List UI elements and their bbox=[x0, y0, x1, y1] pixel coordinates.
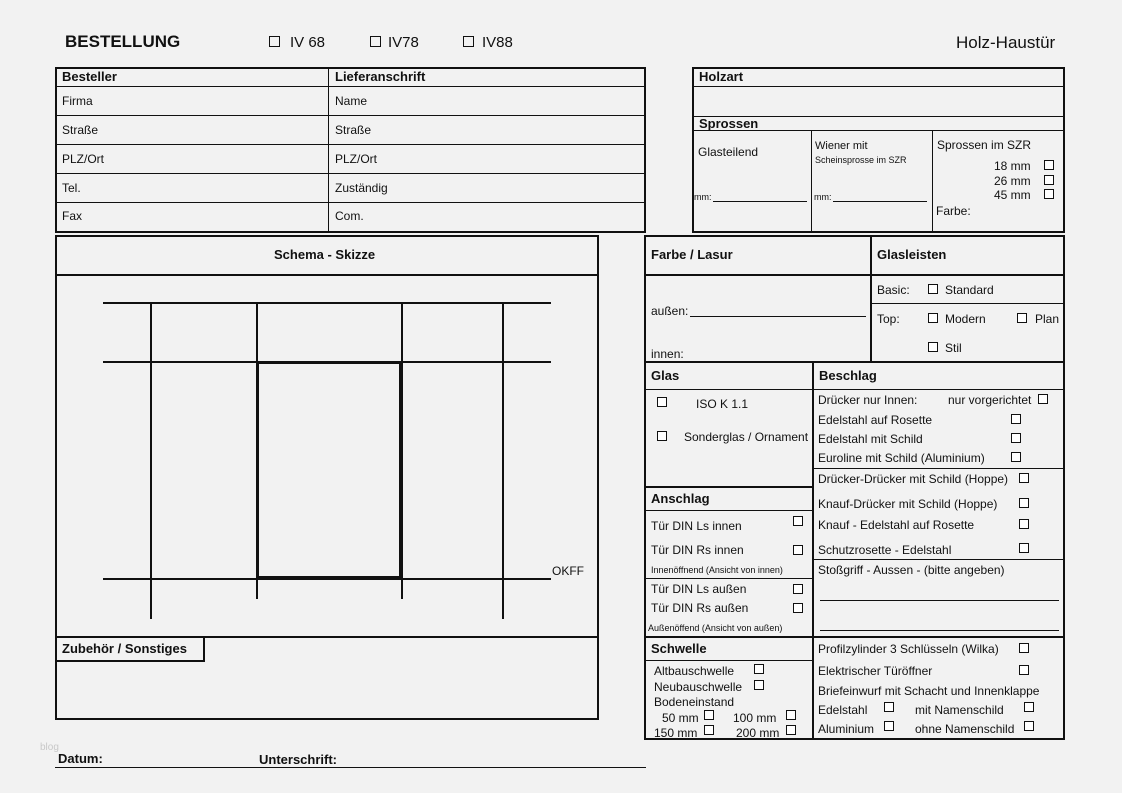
stossgriff-label: Stoßgriff - Aussen - (bitte angeben) bbox=[818, 563, 1005, 577]
liefer-strasse-field[interactable]: Straße bbox=[335, 123, 372, 137]
datum-label: Datum: bbox=[58, 751, 103, 766]
bodeneinstand-label: Bodeneinstand bbox=[654, 695, 735, 709]
profilzylinder-label: Profilzylinder 3 Schlüsseln (Wilka) bbox=[818, 642, 999, 656]
din-ls-aussen-checkbox[interactable] bbox=[793, 584, 803, 594]
option-iv88-label: IV88 bbox=[482, 34, 513, 51]
din-ls-aussen-label: Tür DIN Ls außen bbox=[651, 582, 747, 596]
plan-label: Plan bbox=[1035, 312, 1060, 326]
tueroeffner-checkbox[interactable] bbox=[1019, 665, 1029, 675]
zubehoer-input[interactable] bbox=[57, 664, 597, 718]
size-26mm-label: 26 mm bbox=[994, 174, 1031, 188]
innen-note: Innenöffnend (Ansicht von innen) bbox=[651, 565, 783, 575]
druecker-innen-label: Drücker nur Innen: bbox=[818, 393, 918, 407]
altbauschwelle-label: Altbauschwelle bbox=[654, 664, 735, 678]
knauf-druecker-label: Knauf-Drücker mit Schild (Hoppe) bbox=[818, 497, 998, 511]
plz-ort-field[interactable]: PLZ/Ort bbox=[62, 152, 105, 166]
ohne-namensschild-label: ohne Namenschild bbox=[915, 722, 1015, 736]
farbe-aussen-line[interactable] bbox=[690, 316, 866, 317]
schutzrosette-label: Schutzrosette - Edelstahl bbox=[818, 543, 952, 557]
glasleisten-heading: Glasleisten bbox=[877, 247, 947, 262]
besteller-heading: Besteller bbox=[62, 69, 117, 84]
farbe-heading: Farbe / Lasur bbox=[651, 247, 733, 262]
wiener-label-1: Wiener mit bbox=[815, 140, 868, 152]
product-name: Holz-Haustür bbox=[956, 33, 1056, 52]
knauf-rosette-checkbox[interactable] bbox=[1019, 519, 1029, 529]
euroline-label: Euroline mit Schild (Aluminium) bbox=[818, 451, 985, 465]
din-rs-innen-checkbox[interactable] bbox=[793, 545, 803, 555]
okff-label: OKFF bbox=[552, 564, 584, 578]
zubehoer-heading: Zubehör / Sonstiges bbox=[62, 641, 187, 656]
standard-checkbox[interactable] bbox=[928, 284, 938, 294]
size-26mm-checkbox[interactable] bbox=[1044, 175, 1054, 185]
name-field[interactable]: Name bbox=[335, 94, 368, 108]
din-rs-aussen-checkbox[interactable] bbox=[793, 603, 803, 613]
edelstahl-rosette-checkbox[interactable] bbox=[1011, 414, 1021, 424]
signature-line[interactable] bbox=[55, 767, 646, 768]
brief-aluminium-label: Aluminium bbox=[818, 722, 875, 736]
nur-vorgerichtet-checkbox[interactable] bbox=[1038, 394, 1048, 404]
sonderglas-label: Sonderglas / Ornament bbox=[684, 430, 809, 444]
farbe-aussen-label: außen: bbox=[651, 304, 689, 318]
strasse-field[interactable]: Straße bbox=[62, 123, 99, 137]
edelstahl-schild-checkbox[interactable] bbox=[1011, 433, 1021, 443]
firma-field[interactable]: Firma bbox=[62, 94, 93, 108]
schema-heading: Schema - Skizze bbox=[274, 247, 376, 262]
stil-checkbox[interactable] bbox=[928, 342, 938, 352]
din-rs-innen-label: Tür DIN Rs innen bbox=[651, 543, 744, 557]
door-outline bbox=[256, 361, 402, 579]
tueroeffner-label: Elektrischer Türöffner bbox=[818, 664, 933, 678]
boden-200mm-label: 200 mm bbox=[736, 726, 780, 740]
aussen-note: Außenöffend (Ansicht von außen) bbox=[648, 623, 783, 633]
top-label: Top: bbox=[877, 312, 900, 326]
din-rs-aussen-label: Tür DIN Rs außen bbox=[651, 601, 749, 615]
brief-aluminium-checkbox[interactable] bbox=[884, 721, 894, 731]
neubauschwelle-checkbox[interactable] bbox=[754, 680, 764, 690]
liefer-plz-ort-field[interactable]: PLZ/Ort bbox=[335, 152, 378, 166]
anschlag-heading: Anschlag bbox=[651, 491, 710, 506]
sketch-line bbox=[150, 303, 152, 619]
plan-checkbox[interactable] bbox=[1017, 313, 1027, 323]
sprossen-szr-label: Sprossen im SZR bbox=[937, 138, 1032, 152]
edelstahl-schild-label: Edelstahl mit Schild bbox=[818, 432, 923, 446]
wiener-label-2: Scheinsprosse im SZR bbox=[815, 155, 907, 165]
unterschrift-label: Unterschrift: bbox=[259, 752, 338, 767]
knauf-rosette-label: Knauf - Edelstahl auf Rosette bbox=[818, 518, 975, 532]
sketch-line bbox=[103, 302, 551, 304]
fax-field[interactable]: Fax bbox=[62, 209, 83, 223]
modern-checkbox[interactable] bbox=[928, 313, 938, 323]
size-45mm-checkbox[interactable] bbox=[1044, 189, 1054, 199]
sprossen-heading: Sprossen bbox=[699, 116, 759, 131]
sprossen-farbe-label: Farbe: bbox=[936, 204, 971, 218]
sketch-line bbox=[502, 303, 504, 619]
beschlag-heading: Beschlag bbox=[819, 368, 877, 383]
glasteilend-mm-line[interactable] bbox=[713, 201, 807, 202]
schwelle-heading: Schwelle bbox=[651, 641, 707, 656]
din-ls-innen-label: Tür DIN Ls innen bbox=[651, 519, 742, 533]
stossgriff-line-1[interactable] bbox=[820, 600, 1059, 601]
mit-namensschild-label: mit Namenschild bbox=[915, 703, 1004, 717]
mit-namensschild-checkbox[interactable] bbox=[1024, 702, 1034, 712]
knauf-druecker-checkbox[interactable] bbox=[1019, 498, 1029, 508]
druecker-druecker-label: Drücker-Drücker mit Schild (Hoppe) bbox=[818, 472, 1009, 486]
holzart-heading: Holzart bbox=[699, 69, 744, 84]
ohne-namensschild-checkbox[interactable] bbox=[1024, 721, 1034, 731]
option-iv68-checkbox[interactable] bbox=[269, 36, 280, 47]
modern-label: Modern bbox=[945, 312, 986, 326]
holzart-input[interactable] bbox=[694, 88, 1063, 115]
boden-50mm-checkbox[interactable] bbox=[704, 710, 714, 720]
brief-edelstahl-label: Edelstahl bbox=[818, 703, 868, 717]
basic-label: Basic: bbox=[877, 283, 910, 297]
altbauschwelle-checkbox[interactable] bbox=[754, 664, 764, 674]
briefeinwurf-label: Briefeinwurf mit Schacht und Innenklappe bbox=[818, 684, 1040, 698]
form-title: BESTELLUNG bbox=[65, 32, 181, 51]
option-iv88-checkbox[interactable] bbox=[463, 36, 474, 47]
edelstahl-rosette-label: Edelstahl auf Rosette bbox=[818, 413, 933, 427]
boden-100mm-checkbox[interactable] bbox=[786, 710, 796, 720]
size-18mm-checkbox[interactable] bbox=[1044, 160, 1054, 170]
sonderglas-checkbox[interactable] bbox=[657, 431, 667, 441]
size-18mm-label: 18 mm bbox=[994, 159, 1031, 173]
farbe-innen-label: innen: bbox=[651, 347, 684, 361]
stil-label: Stil bbox=[945, 341, 962, 355]
boden-100mm-label: 100 mm bbox=[733, 711, 777, 725]
boden-150mm-label: 150 mm bbox=[654, 726, 698, 740]
glasteilend-label: Glasteilend bbox=[698, 145, 759, 159]
profilzylinder-checkbox[interactable] bbox=[1019, 643, 1029, 653]
schutzrosette-checkbox[interactable] bbox=[1019, 543, 1029, 553]
com-field[interactable]: Com. bbox=[335, 209, 364, 223]
wiener-mm-label: mm: bbox=[814, 192, 832, 202]
iso-checkbox[interactable] bbox=[657, 397, 667, 407]
tel-field[interactable]: Tel. bbox=[62, 181, 81, 195]
nur-vorgerichtet-label: nur vorgerichtet bbox=[948, 393, 1032, 407]
neubauschwelle-label: Neubauschwelle bbox=[654, 680, 743, 694]
wiener-mm-line[interactable] bbox=[833, 201, 927, 202]
glas-heading: Glas bbox=[651, 368, 680, 383]
standard-label: Standard bbox=[945, 283, 994, 297]
boden-150mm-checkbox[interactable] bbox=[704, 725, 714, 735]
iso-label: ISO K 1.1 bbox=[696, 397, 749, 411]
size-45mm-label: 45 mm bbox=[994, 188, 1031, 202]
watermark: blog bbox=[40, 742, 59, 753]
lieferanschrift-heading: Lieferanschrift bbox=[335, 69, 426, 84]
option-iv78-checkbox[interactable] bbox=[370, 36, 381, 47]
option-iv68-label: IV 68 bbox=[290, 34, 326, 51]
zustaendig-field[interactable]: Zuständig bbox=[335, 181, 388, 195]
euroline-checkbox[interactable] bbox=[1011, 452, 1021, 462]
boden-50mm-label: 50 mm bbox=[662, 711, 699, 725]
option-iv78-label: IV78 bbox=[388, 34, 419, 51]
glasteilend-mm-label: mm: bbox=[694, 192, 712, 202]
stossgriff-line-2[interactable] bbox=[820, 630, 1059, 631]
din-ls-innen-checkbox[interactable] bbox=[793, 516, 803, 526]
druecker-druecker-checkbox[interactable] bbox=[1019, 473, 1029, 483]
brief-edelstahl-checkbox[interactable] bbox=[884, 702, 894, 712]
boden-200mm-checkbox[interactable] bbox=[786, 725, 796, 735]
